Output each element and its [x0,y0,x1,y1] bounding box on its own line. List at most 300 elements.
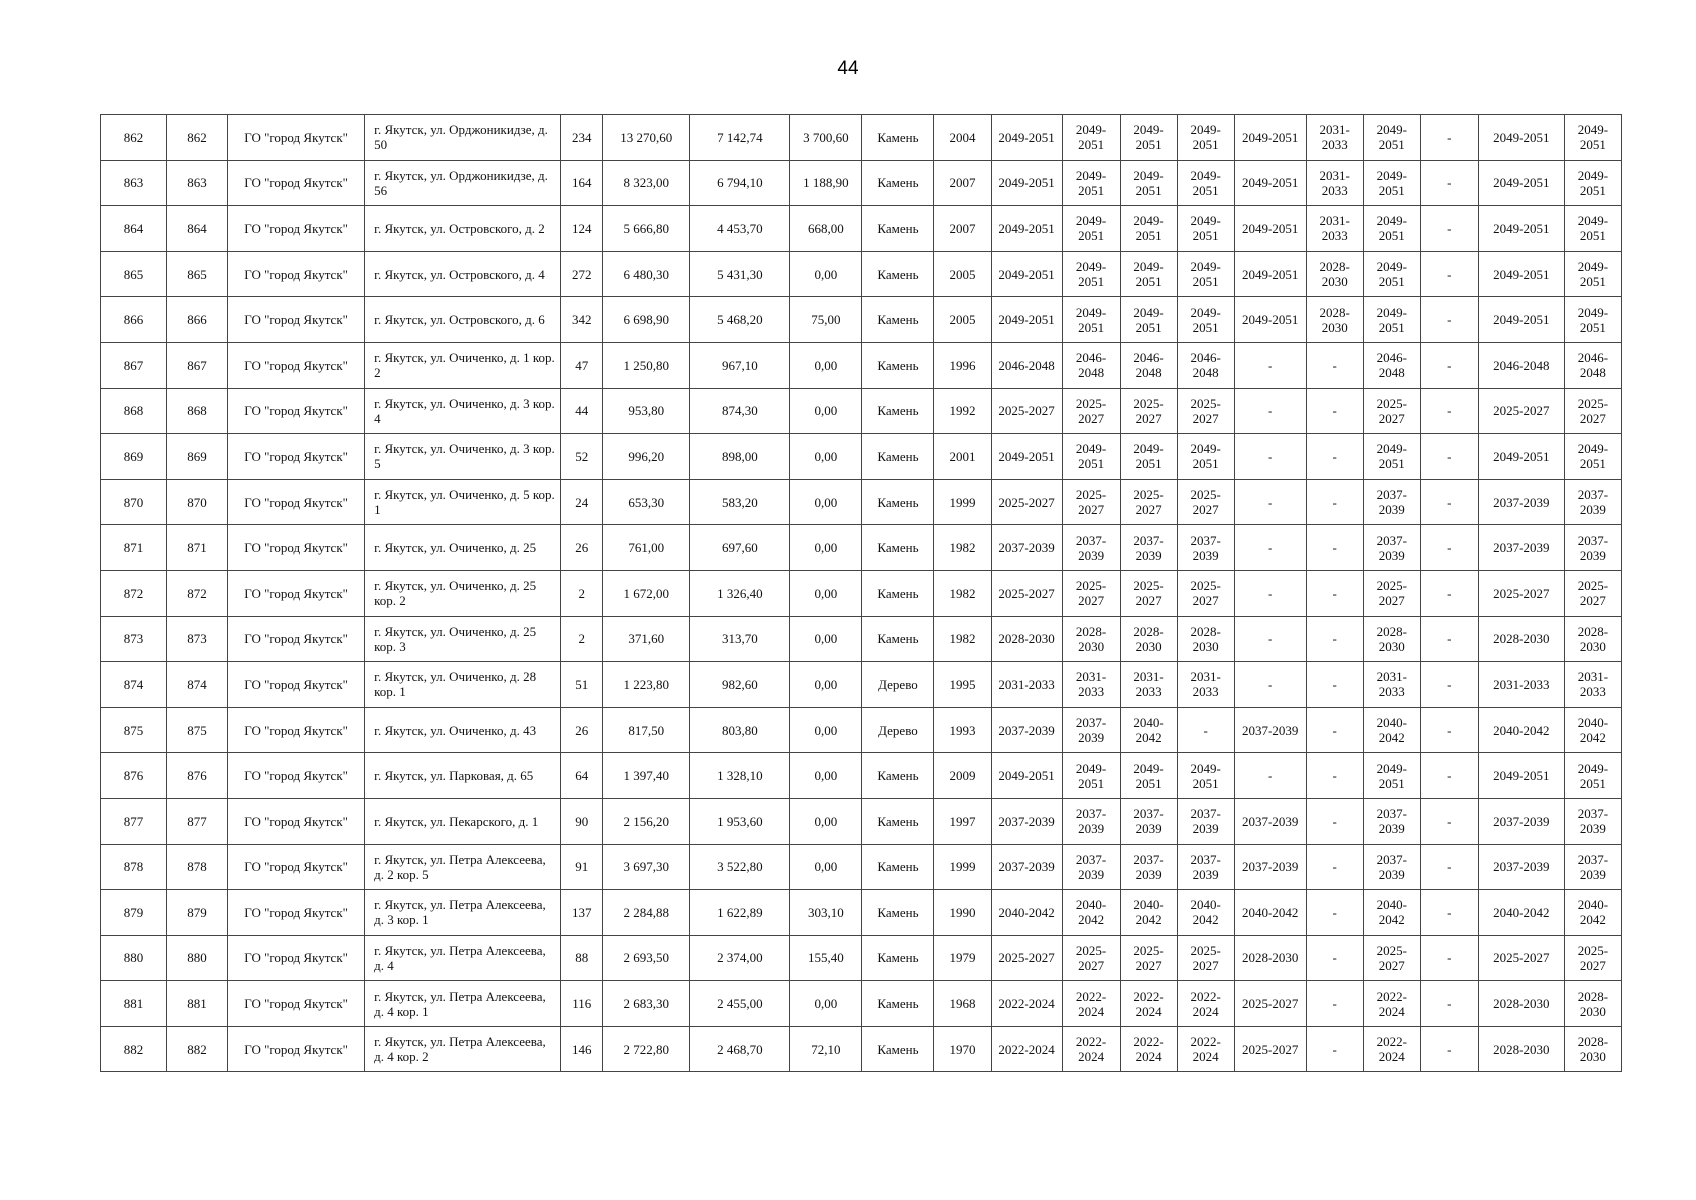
residents-cell: 47 [561,342,603,388]
period-col-9-cell: 2049-2051 [1478,206,1564,252]
year-built-cell: 2009 [934,753,991,799]
period-col-8-cell: - [1420,570,1478,616]
address-cell: г. Якутск, ул. Петра Алексеева, д. 4 [365,935,561,981]
nonliving-area-cell: 155,40 [790,935,862,981]
municipality-cell: ГО "город Якутск" [228,206,365,252]
period-col-7-cell: 2028-2030 [1363,616,1420,662]
period-col-6-cell: - [1306,707,1363,753]
object-number-cell: 875 [167,707,228,753]
wall-material-cell: Камень [862,570,934,616]
period-col-2-cell: 2037-2039 [1062,707,1120,753]
year-built-cell: 1982 [934,570,991,616]
year-built-cell: 1993 [934,707,991,753]
period-col-2-cell: 2049-2051 [1062,753,1120,799]
wall-material-cell: Камень [862,616,934,662]
residents-cell: 272 [561,251,603,297]
period-col-1-cell: 2025-2027 [991,388,1062,434]
period-col-5-cell: - [1234,570,1306,616]
table-row [101,890,1622,936]
nonliving-area-cell: 0,00 [790,707,862,753]
total-area-cell: 2 722,80 [603,1026,690,1072]
nonliving-area-cell: 0,00 [790,753,862,799]
table-row [101,434,1622,480]
period-col-10-cell: 2049-2051 [1564,206,1621,252]
period-col-5-cell: 2049-2051 [1234,206,1306,252]
page-number: 44 [837,58,859,79]
living-area-cell: 7 142,74 [690,115,790,161]
period-col-6-cell: 2031-2033 [1306,206,1363,252]
object-number-cell: 876 [167,753,228,799]
residents-cell: 164 [561,160,603,206]
period-col-6-cell: - [1306,935,1363,981]
period-col-2-cell: 2037-2039 [1062,798,1120,844]
row-number-cell: 864 [101,206,167,252]
period-col-1-cell: 2037-2039 [991,844,1062,890]
period-col-7-cell: 2025-2027 [1363,935,1420,981]
period-col-6-cell: - [1306,844,1363,890]
address-cell: г. Якутск, ул. Очиченко, д. 3 кор. 5 [365,434,561,480]
period-col-7-cell: 2040-2042 [1363,890,1420,936]
object-number-cell: 865 [167,251,228,297]
period-col-10-cell: 2028-2030 [1564,616,1621,662]
nonliving-area-cell: 0,00 [790,251,862,297]
total-area-cell: 2 156,20 [603,798,690,844]
period-col-6-cell: - [1306,525,1363,571]
residents-cell: 234 [561,115,603,161]
period-col-6-cell: - [1306,662,1363,708]
nonliving-area-cell: 72,10 [790,1026,862,1072]
total-area-cell: 2 284,88 [603,890,690,936]
period-col-2-cell: 2022-2024 [1062,1026,1120,1072]
living-area-cell: 967,10 [690,342,790,388]
total-area-cell: 2 683,30 [603,981,690,1027]
period-col-10-cell: 2049-2051 [1564,160,1621,206]
table-row [101,479,1622,525]
wall-material-cell: Камень [862,206,934,252]
living-area-cell: 697,60 [690,525,790,571]
address-cell: г. Якутск, ул. Очиченко, д. 43 [365,707,561,753]
period-col-2-cell: 2025-2027 [1062,935,1120,981]
total-area-cell: 1 672,00 [603,570,690,616]
wall-material-cell: Камень [862,753,934,799]
period-col-10-cell: 2040-2042 [1564,890,1621,936]
period-col-6-cell: - [1306,479,1363,525]
period-col-7-cell: 2037-2039 [1363,844,1420,890]
period-col-6-cell: - [1306,570,1363,616]
period-col-4-cell: 2025-2027 [1177,935,1234,981]
period-col-9-cell: 2037-2039 [1478,798,1564,844]
wall-material-cell: Камень [862,342,934,388]
period-col-2-cell: 2022-2024 [1062,981,1120,1027]
period-col-9-cell: 2037-2039 [1478,479,1564,525]
address-cell: г. Якутск, ул. Парковая, д. 65 [365,753,561,799]
period-col-3-cell: 2049-2051 [1120,297,1177,343]
row-number-cell: 865 [101,251,167,297]
period-col-2-cell: 2025-2027 [1062,388,1120,434]
period-col-4-cell: 2049-2051 [1177,160,1234,206]
period-col-2-cell: 2049-2051 [1062,206,1120,252]
residents-cell: 88 [561,935,603,981]
row-number-cell: 872 [101,570,167,616]
period-col-10-cell: 2049-2051 [1564,434,1621,480]
table-row [101,1026,1622,1072]
row-number-cell: 868 [101,388,167,434]
period-col-8-cell: - [1420,844,1478,890]
table-row [101,525,1622,571]
period-col-10-cell: 2028-2030 [1564,981,1621,1027]
period-col-4-cell: 2022-2024 [1177,1026,1234,1072]
year-built-cell: 2007 [934,160,991,206]
residents-cell: 26 [561,707,603,753]
wall-material-cell: Камень [862,434,934,480]
object-number-cell: 874 [167,662,228,708]
object-number-cell: 866 [167,297,228,343]
period-col-4-cell: 2049-2051 [1177,206,1234,252]
period-col-2-cell: 2040-2042 [1062,890,1120,936]
period-col-4-cell: 2049-2051 [1177,115,1234,161]
address-cell: г. Якутск, ул. Островского, д. 2 [365,206,561,252]
living-area-cell: 5 468,20 [690,297,790,343]
table-row [101,297,1622,343]
period-col-8-cell: - [1420,251,1478,297]
address-cell: г. Якутск, ул. Очиченко, д. 28 кор. 1 [365,662,561,708]
period-col-7-cell: 2049-2051 [1363,434,1420,480]
living-area-cell: 5 431,30 [690,251,790,297]
municipality-cell: ГО "город Якутск" [228,115,365,161]
object-number-cell: 863 [167,160,228,206]
total-area-cell: 953,80 [603,388,690,434]
nonliving-area-cell: 668,00 [790,206,862,252]
table-row [101,342,1622,388]
wall-material-cell: Камень [862,251,934,297]
period-col-9-cell: 2049-2051 [1478,297,1564,343]
period-col-5-cell: 2049-2051 [1234,160,1306,206]
municipality-cell: ГО "город Якутск" [228,981,365,1027]
total-area-cell: 6 480,30 [603,251,690,297]
period-col-5-cell: 2037-2039 [1234,798,1306,844]
year-built-cell: 1999 [934,844,991,890]
nonliving-area-cell: 0,00 [790,981,862,1027]
period-col-8-cell: - [1420,388,1478,434]
living-area-cell: 583,20 [690,479,790,525]
period-col-7-cell: 2025-2027 [1363,570,1420,616]
period-col-3-cell: 2040-2042 [1120,707,1177,753]
address-cell: г. Якутск, ул. Очиченко, д. 25 кор. 2 [365,570,561,616]
period-col-1-cell: 2025-2027 [991,570,1062,616]
period-col-8-cell: - [1420,753,1478,799]
living-area-cell: 1 953,60 [690,798,790,844]
period-col-6-cell: - [1306,890,1363,936]
object-number-cell: 869 [167,434,228,480]
row-number-cell: 863 [101,160,167,206]
living-area-cell: 2 455,00 [690,981,790,1027]
nonliving-area-cell: 0,00 [790,434,862,480]
period-col-4-cell: 2049-2051 [1177,753,1234,799]
row-number-cell: 871 [101,525,167,571]
residents-cell: 146 [561,1026,603,1072]
period-col-10-cell: 2049-2051 [1564,251,1621,297]
period-col-7-cell: 2049-2051 [1363,251,1420,297]
period-col-4-cell: 2022-2024 [1177,981,1234,1027]
address-cell: г. Якутск, ул. Очиченко, д. 5 кор. 1 [365,479,561,525]
period-col-7-cell: 2022-2024 [1363,981,1420,1027]
living-area-cell: 1 328,10 [690,753,790,799]
municipality-cell: ГО "город Якутск" [228,479,365,525]
period-col-6-cell: 2028-2030 [1306,251,1363,297]
period-col-2-cell: 2025-2027 [1062,479,1120,525]
period-col-9-cell: 2049-2051 [1478,160,1564,206]
period-col-8-cell: - [1420,662,1478,708]
period-col-1-cell: 2049-2051 [991,434,1062,480]
wall-material-cell: Камень [862,297,934,343]
total-area-cell: 13 270,60 [603,115,690,161]
period-col-3-cell: 2025-2027 [1120,570,1177,616]
year-built-cell: 2005 [934,297,991,343]
period-col-6-cell: - [1306,798,1363,844]
municipality-cell: ГО "город Якутск" [228,935,365,981]
residents-cell: 26 [561,525,603,571]
period-col-10-cell: 2046-2048 [1564,342,1621,388]
period-col-7-cell: 2049-2051 [1363,206,1420,252]
period-col-8-cell: - [1420,160,1478,206]
year-built-cell: 2005 [934,251,991,297]
total-area-cell: 1 250,80 [603,342,690,388]
total-area-cell: 1 223,80 [603,662,690,708]
table-row [101,388,1622,434]
period-col-7-cell: 2025-2027 [1363,388,1420,434]
period-col-3-cell: 2025-2027 [1120,479,1177,525]
period-col-5-cell: 2037-2039 [1234,707,1306,753]
table-row [101,798,1622,844]
period-col-6-cell: - [1306,616,1363,662]
nonliving-area-cell: 3 700,60 [790,115,862,161]
period-col-7-cell: 2049-2051 [1363,297,1420,343]
period-col-4-cell: 2037-2039 [1177,844,1234,890]
period-col-3-cell: 2049-2051 [1120,434,1177,480]
period-col-10-cell: 2025-2027 [1564,388,1621,434]
period-col-3-cell: 2025-2027 [1120,388,1177,434]
address-cell: г. Якутск, ул. Островского, д. 4 [365,251,561,297]
living-area-cell: 898,00 [690,434,790,480]
period-col-2-cell: 2031-2033 [1062,662,1120,708]
period-col-6-cell: 2031-2033 [1306,160,1363,206]
period-col-9-cell: 2028-2030 [1478,1026,1564,1072]
table-row [101,570,1622,616]
year-built-cell: 1992 [934,388,991,434]
municipality-cell: ГО "город Якутск" [228,890,365,936]
row-number-cell: 878 [101,844,167,890]
table-row [101,115,1622,161]
object-number-cell: 862 [167,115,228,161]
total-area-cell: 653,30 [603,479,690,525]
wall-material-cell: Камень [862,844,934,890]
period-col-4-cell: 2049-2051 [1177,297,1234,343]
wall-material-cell: Камень [862,388,934,434]
residents-cell: 44 [561,388,603,434]
residents-cell: 64 [561,753,603,799]
residents-cell: 137 [561,890,603,936]
period-col-8-cell: - [1420,707,1478,753]
total-area-cell: 371,60 [603,616,690,662]
period-col-5-cell: - [1234,525,1306,571]
object-number-cell: 872 [167,570,228,616]
municipality-cell: ГО "город Якутск" [228,662,365,708]
municipality-cell: ГО "город Якутск" [228,160,365,206]
period-col-5-cell: - [1234,753,1306,799]
wall-material-cell: Камень [862,525,934,571]
wall-material-cell: Камень [862,935,934,981]
nonliving-area-cell: 0,00 [790,570,862,616]
address-cell: г. Якутск, ул. Петра Алексеева, д. 3 кор. 1 [365,890,561,936]
object-number-cell: 868 [167,388,228,434]
object-number-cell: 880 [167,935,228,981]
period-col-2-cell: 2025-2027 [1062,570,1120,616]
table-row [101,206,1622,252]
period-col-1-cell: 2022-2024 [991,981,1062,1027]
period-col-7-cell: 2040-2042 [1363,707,1420,753]
nonliving-area-cell: 0,00 [790,479,862,525]
address-cell: г. Якутск, ул. Очиченко, д. 1 кор. 2 [365,342,561,388]
residents-cell: 2 [561,570,603,616]
period-col-3-cell: 2037-2039 [1120,798,1177,844]
address-cell: г. Якутск, ул. Островского, д. 6 [365,297,561,343]
period-col-2-cell: 2046-2048 [1062,342,1120,388]
period-col-2-cell: 2037-2039 [1062,844,1120,890]
residents-cell: 116 [561,981,603,1027]
period-col-10-cell: 2037-2039 [1564,479,1621,525]
period-col-2-cell: 2037-2039 [1062,525,1120,571]
wall-material-cell: Камень [862,115,934,161]
period-col-4-cell: 2028-2030 [1177,616,1234,662]
living-area-cell: 6 794,10 [690,160,790,206]
period-col-8-cell: - [1420,798,1478,844]
period-col-10-cell: 2031-2033 [1564,662,1621,708]
period-col-10-cell: 2049-2051 [1564,297,1621,343]
address-cell: г. Якутск, ул. Орджоникидзе, д. 56 [365,160,561,206]
period-col-6-cell: - [1306,1026,1363,1072]
period-col-10-cell: 2037-2039 [1564,798,1621,844]
period-col-1-cell: 2049-2051 [991,115,1062,161]
period-col-7-cell: 2049-2051 [1363,160,1420,206]
address-cell: г. Якутск, ул. Очиченко, д. 25 кор. 3 [365,616,561,662]
period-col-8-cell: - [1420,890,1478,936]
period-col-9-cell: 2028-2030 [1478,616,1564,662]
period-col-3-cell: 2049-2051 [1120,251,1177,297]
nonliving-area-cell: 303,10 [790,890,862,936]
period-col-7-cell: 2022-2024 [1363,1026,1420,1072]
period-col-2-cell: 2049-2051 [1062,434,1120,480]
address-cell: г. Якутск, ул. Петра Алексеева, д. 4 кор. 1 [365,981,561,1027]
period-col-1-cell: 2049-2051 [991,206,1062,252]
residents-cell: 124 [561,206,603,252]
living-area-cell: 874,30 [690,388,790,434]
period-col-5-cell: - [1234,616,1306,662]
period-col-1-cell: 2049-2051 [991,753,1062,799]
object-number-cell: 867 [167,342,228,388]
living-area-cell: 4 453,70 [690,206,790,252]
row-number-cell: 875 [101,707,167,753]
nonliving-area-cell: 0,00 [790,342,862,388]
wall-material-cell: Камень [862,160,934,206]
municipality-cell: ГО "город Якутск" [228,798,365,844]
municipality-cell: ГО "город Якутск" [228,388,365,434]
object-number-cell: 877 [167,798,228,844]
period-col-1-cell: 2049-2051 [991,160,1062,206]
wall-material-cell: Камень [862,890,934,936]
period-col-3-cell: 2049-2051 [1120,753,1177,799]
municipality-cell: ГО "город Якутск" [228,707,365,753]
period-col-9-cell: 2037-2039 [1478,525,1564,571]
year-built-cell: 2004 [934,115,991,161]
living-area-cell: 803,80 [690,707,790,753]
period-col-2-cell: 2028-2030 [1062,616,1120,662]
year-built-cell: 1982 [934,525,991,571]
period-col-8-cell: - [1420,206,1478,252]
period-col-1-cell: 2037-2039 [991,798,1062,844]
period-col-10-cell: 2049-2051 [1564,115,1621,161]
municipality-cell: ГО "город Якутск" [228,342,365,388]
row-number-cell: 870 [101,479,167,525]
year-built-cell: 2001 [934,434,991,480]
nonliving-area-cell: 0,00 [790,525,862,571]
living-area-cell: 313,70 [690,616,790,662]
total-area-cell: 761,00 [603,525,690,571]
municipality-cell: ГО "город Якутск" [228,616,365,662]
table-row [101,844,1622,890]
period-col-7-cell: 2046-2048 [1363,342,1420,388]
year-built-cell: 1979 [934,935,991,981]
living-area-cell: 1 622,89 [690,890,790,936]
period-col-6-cell: - [1306,753,1363,799]
table-row [101,707,1622,753]
object-number-cell: 864 [167,206,228,252]
period-col-2-cell: 2049-2051 [1062,251,1120,297]
table-row [101,662,1622,708]
residents-cell: 2 [561,616,603,662]
year-built-cell: 2007 [934,206,991,252]
period-col-8-cell: - [1420,297,1478,343]
period-col-6-cell: - [1306,981,1363,1027]
object-number-cell: 882 [167,1026,228,1072]
wall-material-cell: Дерево [862,707,934,753]
period-col-7-cell: 2037-2039 [1363,798,1420,844]
wall-material-cell: Камень [862,1026,934,1072]
period-col-8-cell: - [1420,616,1478,662]
period-col-4-cell: 2025-2027 [1177,570,1234,616]
living-area-cell: 3 522,80 [690,844,790,890]
period-col-3-cell: 2022-2024 [1120,1026,1177,1072]
period-col-8-cell: - [1420,115,1478,161]
row-number-cell: 874 [101,662,167,708]
period-col-1-cell: 2037-2039 [991,707,1062,753]
period-col-9-cell: 2025-2027 [1478,570,1564,616]
nonliving-area-cell: 0,00 [790,798,862,844]
living-area-cell: 982,60 [690,662,790,708]
municipality-cell: ГО "город Якутск" [228,297,365,343]
period-col-3-cell: 2037-2039 [1120,525,1177,571]
object-number-cell: 871 [167,525,228,571]
period-col-10-cell: 2049-2051 [1564,753,1621,799]
housing-register-table [100,114,1622,1072]
period-col-10-cell: 2037-2039 [1564,844,1621,890]
nonliving-area-cell: 0,00 [790,616,862,662]
year-built-cell: 1970 [934,1026,991,1072]
period-col-1-cell: 2028-2030 [991,616,1062,662]
period-col-8-cell: - [1420,342,1478,388]
residents-cell: 342 [561,297,603,343]
period-col-10-cell: 2040-2042 [1564,707,1621,753]
period-col-4-cell: 2049-2051 [1177,434,1234,480]
